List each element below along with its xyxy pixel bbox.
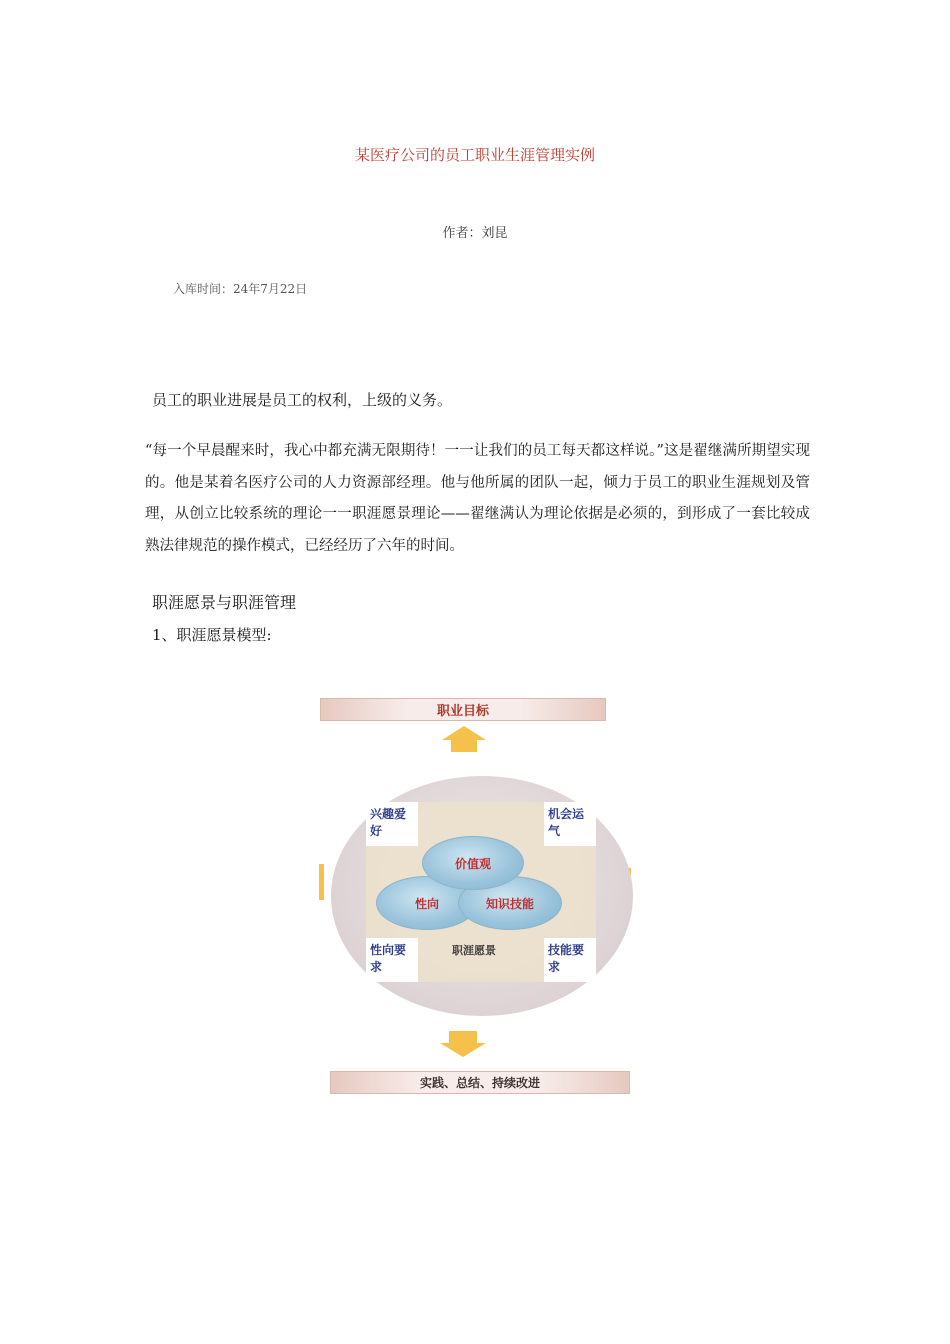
ellipse-values [422, 836, 524, 890]
document-title: 某医疗公司的员工职业生涯管理实例 [354, 146, 595, 164]
goal-banner: 职业目标 [320, 698, 606, 721]
up-arrow-stem [451, 740, 477, 752]
ellipse-aptitude-label: 性向 [414, 896, 439, 911]
corner-aptitude: 性向要求 [366, 938, 418, 982]
practice-banner: 实践、总结、持续改进 [330, 1071, 630, 1094]
corner-opportunity: 机会运气 [544, 802, 596, 846]
up-arrow-icon [442, 726, 486, 740]
ellipse-values-label: 价值观 [454, 856, 491, 871]
vision-label: 职涯愿景 [452, 944, 496, 957]
career-vision-diagram [318, 696, 634, 1096]
body-paragraph: “每一个早晨醒来时，我心中都充满无限期待！一一让我们的员工每天都这样说。”这是翟继满所期望实现的。他是某着名医疗公司的人力资源部经理。他与他所属的团队一起，倾力于员工的职业生涯规划及管理，从创立比较系统的理论一一职涯愿景理论——翟继满认为理论依据是必须的，到形成了一套比较成熟法律规范的操作模式，已经经历了六年的时间。 [145, 443, 810, 554]
sub-heading: 1、职涯愿景模型: [152, 626, 272, 644]
down-arrow-stem [449, 1031, 477, 1043]
corner-interests: 兴趣爱好 [366, 802, 418, 846]
ellipse-knowledge-label: 知识技能 [485, 896, 534, 911]
down-arrow-icon [440, 1043, 486, 1057]
author-line: 作者：刘昆 [442, 226, 508, 241]
section-heading: 职涯愿景与职涯管理 [152, 593, 297, 612]
left-arrow-icon [319, 864, 324, 900]
corner-skills: 技能要求 [544, 938, 596, 982]
archive-date: 入库时间：24年7月22日 [173, 282, 308, 296]
lead-sentence: 员工的职业进展是员工的权利，上级的义务。 [152, 391, 453, 409]
